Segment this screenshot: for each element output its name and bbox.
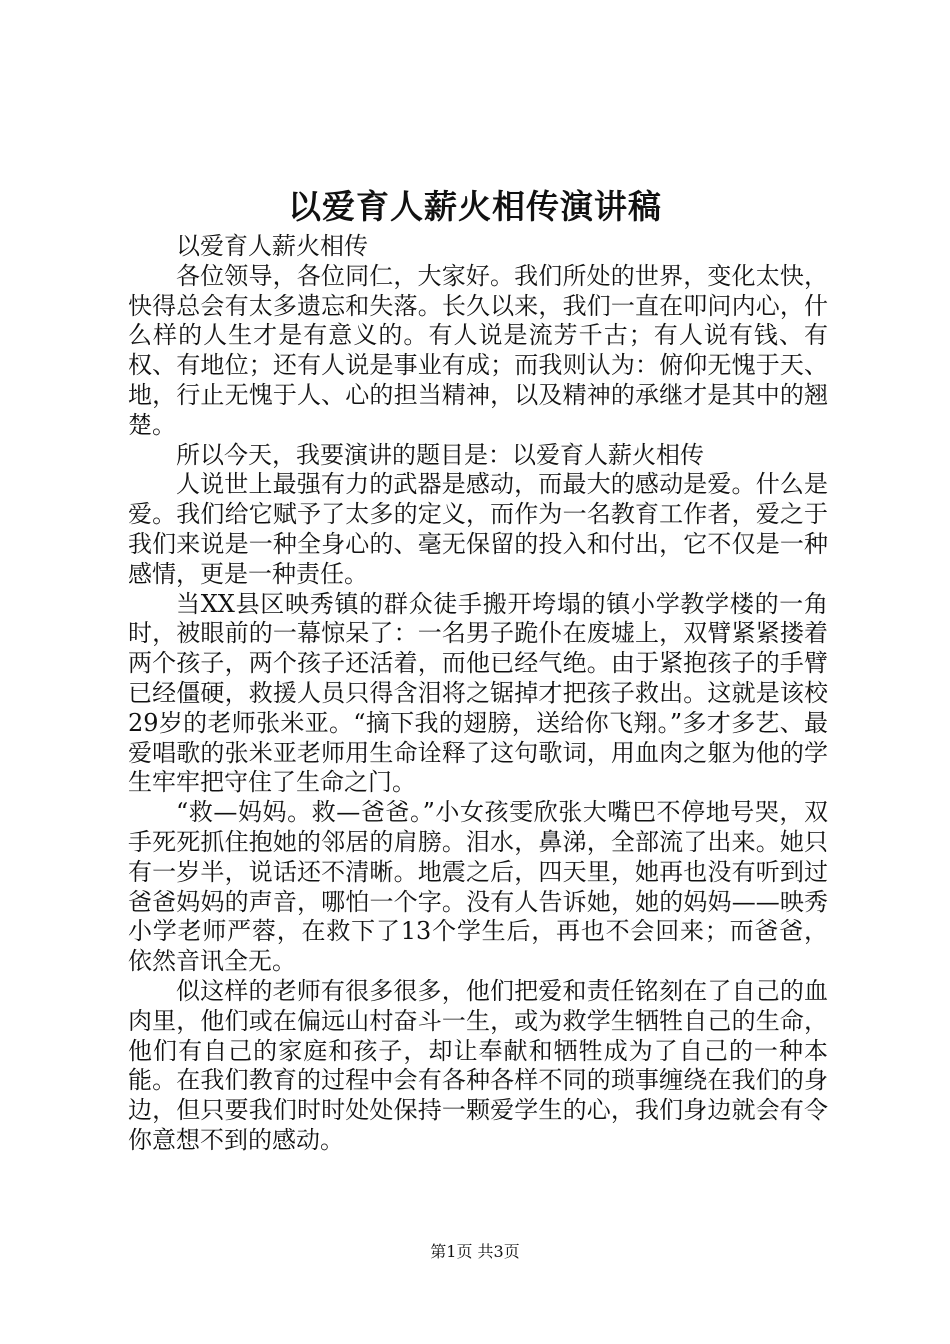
paragraph-greeting: 各位领导，各位同仁，大家好。我们所处的世界，变化太快，快得总会有太多遗忘和失落。长久以来，我们一直在叩问内心，什么样的人生才是有意义的。有人说是流芳千古；有人说有钱、有权、有地位；还有人说是事业有成；而我则认为：俯仰无愧于天、地，行止无愧于人、心的担当精神，以及精神的承继才是其中的翘楚。 bbox=[128, 261, 828, 439]
paragraph-subtitle: 以爱育人薪火相传 bbox=[176, 232, 368, 260]
paragraph-love-definition: 人说世上最强有力的武器是感动，而最大的感动是爱。什么是爱。我们给它赋予了太多的定义，而作为一名教育工作者，爱之于我们来说是一种全身心的、毫无保留的投入和付出，它不仅是一种感情，更是一种责任。 bbox=[128, 470, 828, 588]
document-title: 以爱育人薪火相传演讲稿 bbox=[288, 187, 662, 226]
page-number-footer: 第1页 共3页 bbox=[430, 1242, 520, 1261]
paragraph-wenxin: “救—妈妈。救—爸爸。”小女孩雯欣张大嘴巴不停地号哭，双手死死抓住抱她的邻居的肩膀。泪水，鼻涕，全部流了出来。她只有一岁半，说话还不清晰。地震之后，四天里，她再也没有听到过爸爸妈妈的声音，哪怕一个字。没有人告诉她，她的妈妈——映秀小学老师严蓉，在救下了13个学生后，再也不会回来；而爸爸，依然音讯全无。 bbox=[128, 798, 828, 976]
paragraph-topic: 所以今天，我要演讲的题目是：以爱育人薪火相传 bbox=[176, 440, 704, 469]
paragraph-teachers: 似这样的老师有很多很多，他们把爱和责任铭刻在了自己的血肉里，他们或在偏远山村奋斗一生，或为救学生牺牲自己的生命，他们有自己的家庭和孩子，却让奉献和牺牲成为了自己的一种本能。在我们教育的过程中会有各种各样不同的琐事缠绕在我们的身边，但只要我们时时处处保持一颗爱学生的心，我们身边就会有令你意想不到的感动。 bbox=[128, 976, 828, 1154]
document-body bbox=[128, 232, 828, 1156]
paragraph-zhang-miya: 当XX县区映秀镇的群众徒手搬开垮塌的镇小学教学楼的一角时，被眼前的一幕惊呆了：一名男子跪仆在废墟上，双臂紧紧搂着两个孩子，两个孩子还活着，而他已经气绝。由于紧抱孩子的手臂已经僵硬，救援人员只得含泪将之锯掉才把孩子救出。这就是该校29岁的老师张米亚。“摘下我的翅膀，送给你飞翔。”多才多艺、最爱唱歌的张米亚老师用生命诠释了这句歌词，用血肉之躯为他的学生牢牢把守住了生命之门。 bbox=[128, 589, 828, 797]
